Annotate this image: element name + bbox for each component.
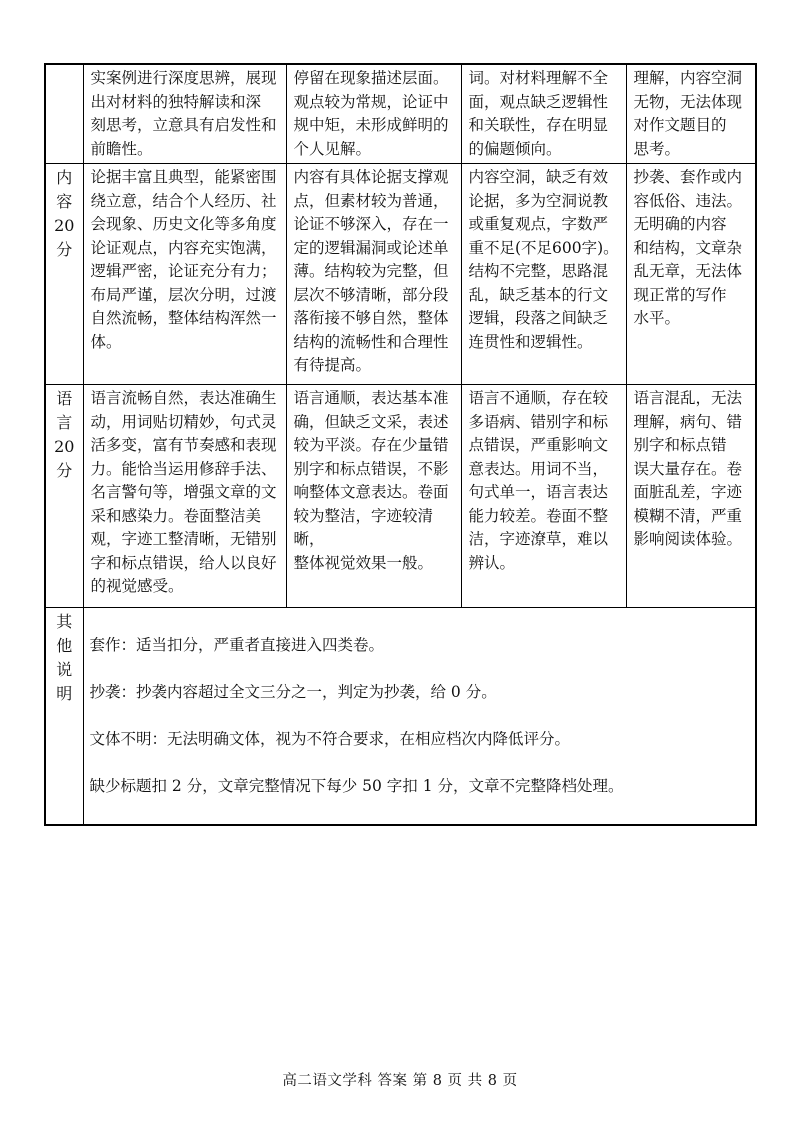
grading-rubric-table [44,63,757,826]
table-row-language [45,385,756,608]
notes-cell [83,608,756,825]
table-row-continuation [45,64,756,164]
category-cell-language: 语 言 20 分 [45,385,83,608]
category-cell-content: 内 容 20 分 [45,164,83,385]
note-line-genre: 文体不明：无法明确文体，视为不符合要求，在相应档次内降低评分。 [89,729,571,748]
grade-2-cell: 停留在现象描述层面。 观点较为常规，论证中 规中矩，未形成鲜明的 个人见解。 [286,64,461,164]
grade-1-cell: 论据丰富且典型，能紧密围 绕立意，结合个人经历、社 会现象、历史文化等多角度 论证观点，内容充实饱满， 逻辑严密，论证充分有力； 布局严谨，层次分明，过渡 自然流畅，整体结构浑然一 体。 [83,164,286,385]
note-line-title-length: 缺少标题扣 2 分，文章完整情况下每少 50 字扣 1 分，文章不完整降档处理。 [89,776,624,795]
grade-2-cell: 语言通顺，表达基本准 确，但缺乏文采，表述 较为平淡。存在少量错 别字和标点错误，不影 响整体文意表达。卷面 较为整洁，字迹较清晰， 整体视觉效果一般。 [286,385,461,608]
table-row-other-notes [45,608,756,825]
grade-3-cell: 内容空洞，缺乏有效 论据，多为空洞说教 或重复观点，字数严 重不足(不足600字)。 结构不完整，思路混 乱，缺乏基本的行文 逻辑，段落之间缺乏 连贯性和逻辑性。 [461,164,626,385]
grade-4-cell: 语言混乱，无法 理解，病句、错 别字和标点错 误大量存在。卷 面脏乱差，字迹 模糊不清，严重 影响阅读体验。 [626,385,756,608]
category-cell [45,64,83,164]
category-cell-notes: 其 他 说 明 [45,608,83,825]
grade-4-cell: 抄袭、套作或内 容低俗、违法。 无明确的内容 和结构，文章杂 乱无章，无法体 现正常的写作 水平。 [626,164,756,385]
grade-3-cell: 语言不通顺，存在较 多语病、错别字和标 点错误，严重影响文 意表达。用词不当， 句式单一，语言表达 能力较差。卷面不整 洁，字迹潦草，难以 辨认。 [461,385,626,608]
grade-4-cell: 理解，内容空洞 无物，无法体现 对作文题目的 思考。 [626,64,756,164]
grade-1-cell: 语言流畅自然，表达准确生 动，用词贴切精妙，句式灵 活多变，富有节奏感和表现 力。能恰当运用修辞手法、 名言警句等，增强文章的文 采和感染力。卷面整洁美 观，字迹工整清晰，无错别 字和标点错误，给人以良好 的视觉感受。 [83,385,286,608]
note-line-plagiarism: 抄袭：抄袭内容超过全文三分之一，判定为抄袭，给 0 分。 [89,682,497,701]
table-row-content [45,164,756,385]
grade-1-cell: 实案例进行深度思辨，展现 出对材料的独特解读和深 刻思考，立意具有启发性和 前瞻性。 [83,64,286,164]
page-footer: 高二语文学科 答案 第 8 页 共 8 页 [282,1073,518,1089]
grade-2-cell: 内容有具体论据支撑观 点，但素材较为普通， 论证不够深入，存在一 定的逻辑漏洞或论述单 薄。结构较为完整，但 层次不够清晰，部分段 落衔接不够自然，整体 结构的流畅性和合理性 有待提高。 [286,164,461,385]
note-line-plagiarism-template: 套作：适当扣分，严重者直接进入四类卷。 [89,635,385,654]
grade-3-cell: 词。对材料理解不全 面，观点缺乏逻辑性 和关联性，存在明显 的偏题倾向。 [461,64,626,164]
